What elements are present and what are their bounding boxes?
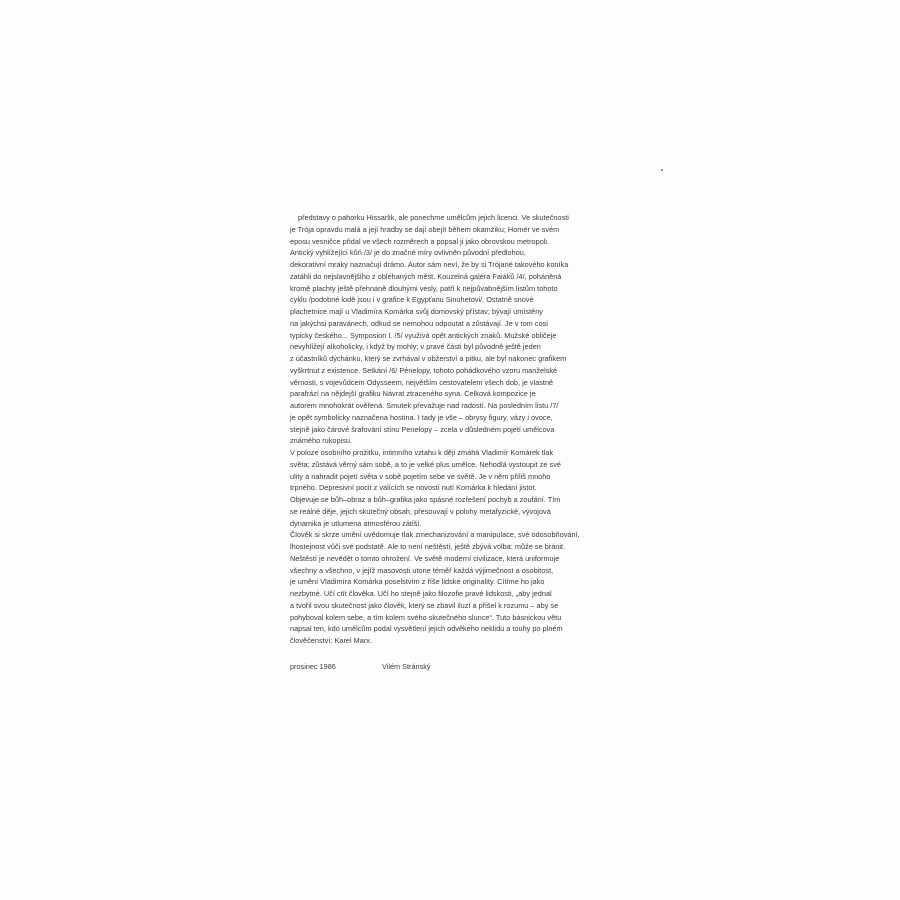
text-line: stejně jako čárové šrafování stínu Penelopy – zcela v důsledném pojetí umělcova <box>290 424 555 434</box>
text-line: V poloze osobního prožitku, intimního vztahu k ději zmáhá Vladimír Komárek tlak <box>290 448 554 457</box>
text-line: Objevuje se bůh–obraz a bůh–grafika jako spásné rozřešení pochyb a zoufání. Tím <box>290 495 561 504</box>
text-line: nevyhlížejí alkoholicky, i když by mohly; v pravé části byl původně ještě jeden <box>290 342 541 352</box>
text-line: eposu vesničce přidal ve všech rozměrech a popsal ji jako obrovskou metropoli. <box>290 236 550 246</box>
text-line: světa; zůstává věrný sám sobě, a to je velké plus umělce. Nehodlá vystoupit ze své <box>290 459 561 469</box>
text-line: typicky českého... Symposion I. /5/ využívá opět antických znaků. Mužské obličeje <box>290 330 557 340</box>
essay-text <box>290 212 630 647</box>
text-line: je umění Vladimíra Komárka poselstvím z říše lidské originality. Cítíme ho jako <box>290 577 545 587</box>
text-line: všechny a všechno, v jejíž masovosti utone téměř každá výjimečnost a osobitost, <box>290 565 554 575</box>
text-line: z účastníků dýchánku, který se zvrhával v obžerství a pitku, ale byl nakonec grafikem <box>290 354 567 363</box>
text-line: představy o pahorku Hissarlik, ale ponechme umělcům jejich licenci. Ve skutečnosti <box>298 213 569 222</box>
text-line: dynamika je utlumena atmosférou zátiší. <box>290 518 422 528</box>
paragraph-3 <box>290 529 630 647</box>
text-line: člověčenství: Karel Marx. <box>290 636 373 645</box>
text-line: napsal ten, kdo umělcům podal vysvětlení jejich odvěkého neklidu a touhy po plném <box>290 624 563 634</box>
text-line: parafrází na nějdejší grafiku Návrat ztraceného syna. Celková kompozice je <box>290 389 536 399</box>
text-line: pohyboval kolem sebe, a tím kolem svého skutečného slunce“. Tuto básnickou větu <box>290 612 562 622</box>
paragraph-2 <box>290 447 630 529</box>
text-line: Neštěstí je nevědět o tomto ohrožení. Ve světě moderní civilizace, která uniformuje <box>290 553 560 563</box>
text-line: lhostejnost vůči své podstatě. Ale to není neštěstí, ještě zbývá volba: může se bránit. <box>290 542 566 551</box>
paper-speck <box>661 169 663 171</box>
text-line: věrnosti, s vojevůdcem Odysseem, největším cestovatelem všech dob, je vlastně <box>290 377 554 387</box>
text-line: a tvořil svou skutečnost jako člověk, který se zbavil iluzí a přišel k rozumu – aby se <box>290 600 559 610</box>
text-line: známého rukopisu. <box>290 436 352 446</box>
signature-date: prosinec 1986 <box>290 662 336 671</box>
text-line: Antický vyhlížející kůň /3/ je do značné míry ovlivněn původní předlohou, <box>290 248 526 258</box>
paragraph-1 <box>290 212 630 447</box>
text-line: trpného. Depresivní pocit z valících se novostí nutí Komárka k hledání jistot. <box>290 483 537 493</box>
text-line: Člověk si skrze umění uvědomuje tlak zmechanizování a manipulace, své odosobňování, <box>290 530 580 540</box>
text-line: se reálné děje, jejich skutečný obsah, přesouvají v polohy metafyzické, vývojová <box>290 506 551 516</box>
text-line: autorem mnohokrát ověřená. Smutek převažuje nad radostí. Na posledním listu /7/ <box>290 401 559 410</box>
signature-author: Vilém Stránský <box>382 662 431 671</box>
text-line: plachetnice mají u Vladimíra Komárka svůj domovský přístav; bývají umístěny <box>290 307 543 316</box>
text-line: cyklu /podobné lodě jsou i v grafice k Egypťanu Sinuhetovi/. Ostatně snové <box>290 295 534 305</box>
text-line: je Trója opravdu malá a její hradby se dají obejít během okamžiku; Homér ve svém <box>290 224 560 234</box>
text-line: ulity a nahradit pojetí světa v sobě pojetím sebe ve světě. Je v něm příliš mnoho <box>290 471 551 481</box>
text-line: kromě plachty ještě přehnaně dlouhými vesly, patří k nejpůvabnějším listům tohoto <box>290 283 558 293</box>
text-line: na jakýchsi paravánech, odkud se nemohou odpoutat a zůstávají. Je v tom cosi <box>290 318 548 328</box>
text-line: zatáhli do nejslavnějšího z obléhaných měst. Kouzelná galéra Faiáků /4/, poháněná <box>290 271 562 281</box>
text-line: vyškrtnut z existence. Setkání /6/ Pénelopy, tohoto pohádkového vzoru manželské <box>290 365 558 375</box>
text-line: dekorativní mraky naznačují drámo. Autor sám neví, že by si Trójané takového koníka <box>290 260 569 269</box>
text-line: nezbytné. Učí ctít člověka. Učí ho stejně jako filozofie pravé lidskosti, „aby jednal <box>290 589 552 598</box>
text-line: je opět symbolicky naznačena hostina. I tady je vše – obrysy figury, vázy i ovoce, <box>290 412 553 422</box>
